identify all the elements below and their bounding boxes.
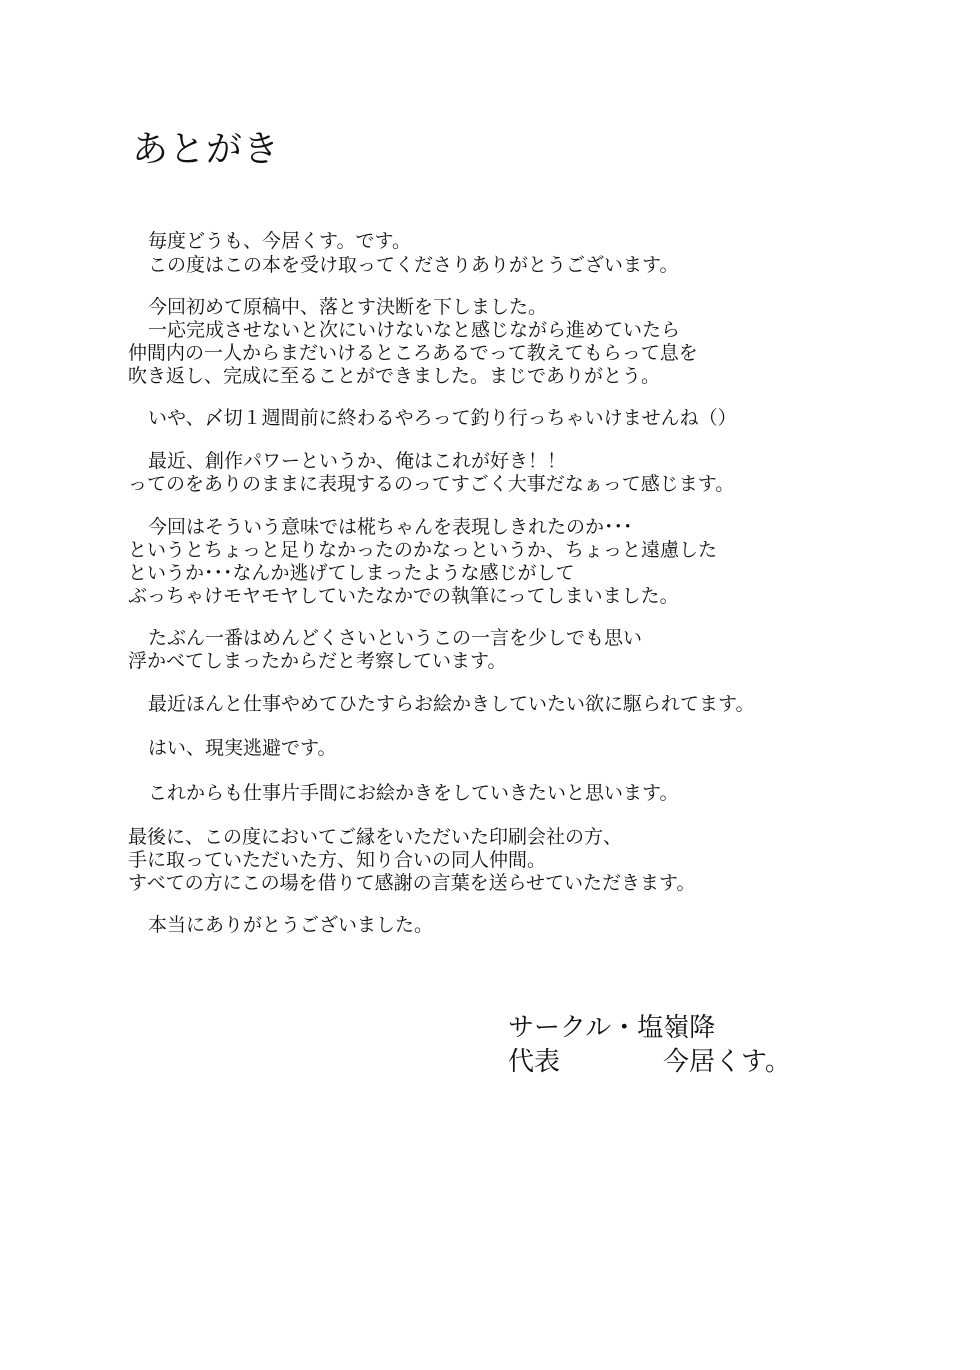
text-line: たぶん一番はめんどくさいというこの一言を少しでも思い — [148, 627, 643, 649]
text-line: これからも仕事片手間にお絵かきをしていきたいと思います。 — [148, 782, 679, 804]
signature-circle: サークル・塩嶺降 — [508, 1013, 716, 1043]
signature-role: 代表 — [508, 1047, 561, 1077]
signature-name: 今居くす。 — [663, 1047, 791, 1077]
text-line: 今回初めて原稿中、落とす決断を下しました。 — [148, 296, 548, 318]
text-line: 最後に、この度においてご縁をいただいた印刷会社の方、 — [128, 826, 623, 848]
text-line: すべての方にこの場を借りて感謝の言葉を送らせていただきます。 — [128, 872, 696, 894]
text-line: はい、現実逃避です。 — [148, 737, 337, 759]
text-line: 本当にありがとうございました。 — [148, 914, 434, 936]
text-line: 一応完成させないと次にいけないなと感じながら進めていたら — [148, 319, 681, 341]
text-line: というか･･･なんか逃げてしまったような感じがして — [128, 562, 575, 584]
text-line: いや、〆切１週間前に終わるやろって釣り行っちゃいけませんね（） — [148, 407, 737, 429]
text-line: ぶっちゃけモヤモヤしていたなかでの執筆にってしまいました。 — [128, 585, 679, 607]
text-line: 今回はそういう意味では椛ちゃんを表現しきれたのか･･･ — [148, 516, 633, 538]
text-line: ってのをありのままに表現するのってすごく大事だなぁって感じます。 — [128, 473, 735, 495]
text-line: 手に取っていただいた方、知り合いの同人仲間。 — [128, 849, 547, 871]
text-line: 浮かべてしまったからだと考察しています。 — [128, 650, 507, 672]
text-line: 仲間内の一人からまだいけるところあるでって教えてもらって息を — [128, 342, 698, 364]
page-title: あとがき — [132, 129, 281, 170]
text-line: この度はこの本を受け取ってくださりありがとうございます。 — [148, 254, 679, 276]
text-line: 吹き返し、完成に至ることができました。まじでありがとう。 — [128, 365, 661, 387]
text-line: 最近、創作パワーというか、俺はこれが好き！！ — [148, 450, 567, 472]
text-line: 毎度どうも、今居くす。です。 — [148, 230, 411, 252]
text-line: 最近ほんと仕事やめてひたすらお絵かきしていたい欲に駆られてます。 — [148, 693, 755, 715]
text-line: というとちょっと足りなかったのかなっというか、ちょっと遠慮した — [128, 539, 718, 561]
